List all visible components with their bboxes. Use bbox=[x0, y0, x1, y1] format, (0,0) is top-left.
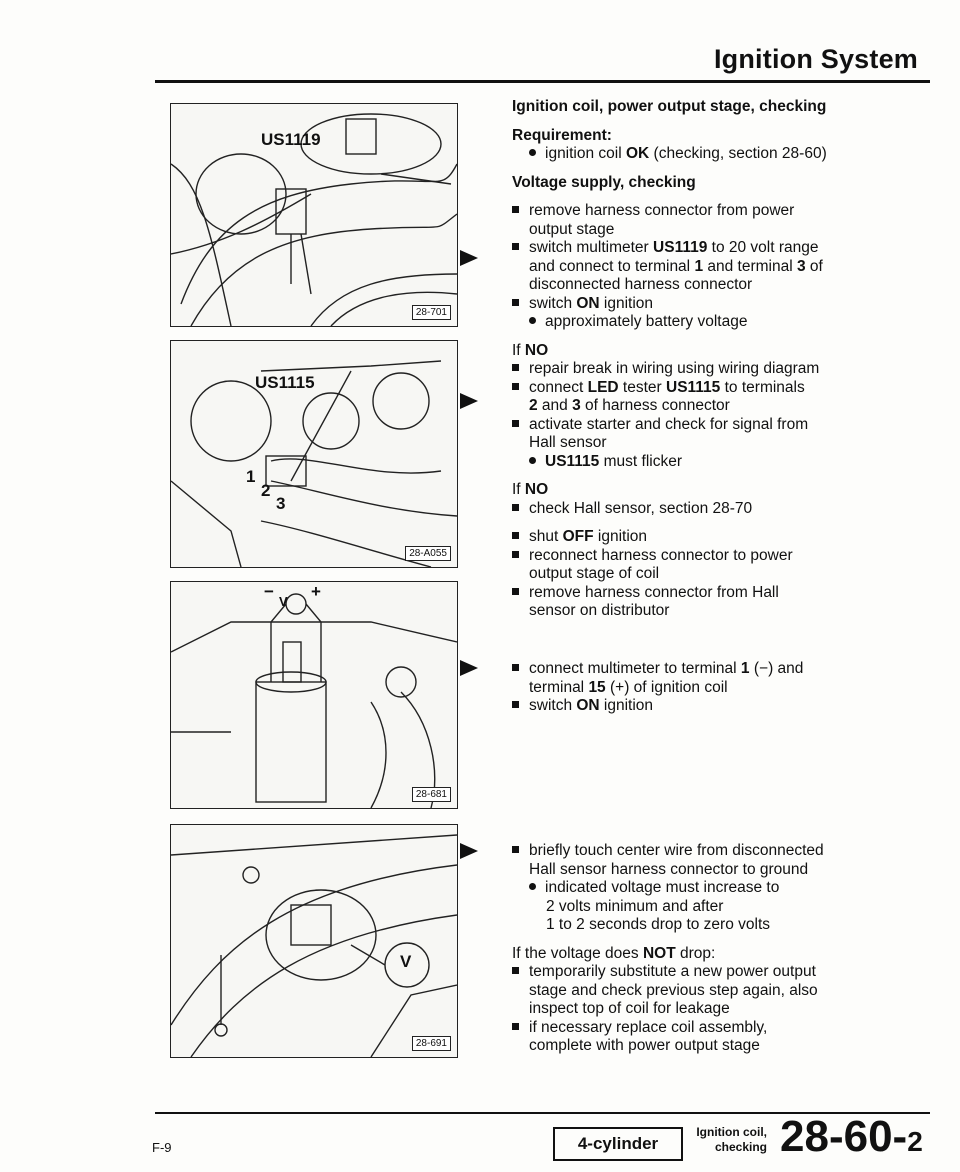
figure-multimeter-connection bbox=[170, 103, 458, 327]
step-reconnect: reconnect harness connector to power bbox=[512, 547, 902, 566]
text-block-voltage-supply: Ignition coil, power output stage, checking Requirement: ignition coil OK (checking, section 28-60) Voltage supply, checking remove harness connector from power output stage switch multimeter US1119 to 20 volt range and connect to terminal 1 and terminal 3 of disconnected harness connector switch ON ignition approximately battery voltage If NO repair break in wiring using wiring diagram connect LED tester US1115 to terminals 2 and 3 of harness connector activate starter and check for signal from Hall sensor US1115 must flicker If NO check Hall sensor, section 28-70 shut OFF ignition reconnect harness connector to power output stage of coil remove harness connector from Hall sensor on distributor bbox=[512, 98, 902, 621]
bullet-square bbox=[512, 701, 519, 708]
callout-2: 2 bbox=[261, 481, 271, 500]
step-replace-coil: if necessary replace coil assembly, bbox=[512, 1019, 902, 1038]
tool-label: US1119 bbox=[261, 130, 321, 149]
pointer-arrow-2 bbox=[460, 393, 478, 409]
text-block-coil-check: connect multimeter to terminal 1 (−) and terminal 15 (+) of ignition coil switch ON ignition bbox=[512, 660, 902, 716]
expected-result: approximately battery voltage bbox=[512, 313, 902, 332]
bullet-square bbox=[512, 243, 519, 250]
pointer-arrow-3 bbox=[460, 660, 478, 676]
meter-symbol: V bbox=[400, 952, 412, 971]
bullet-square bbox=[512, 588, 519, 595]
bullet-dot bbox=[529, 457, 536, 464]
if-no-label: If NO bbox=[512, 341, 549, 359]
text-block-ground-test: briefly touch center wire from disconnected Hall sensor harness connector to ground indicated voltage must increase to 2 volts minimum and after 1 to 2 seconds drop to zero volts If the voltage does NOT drop: temporarily substitute a new power output stage and check previous step again, also inspect top of coil for leakage if necessary replace coil assembly, complete with power output stage bbox=[512, 842, 902, 1056]
subsection-heading: Voltage supply, checking bbox=[512, 173, 696, 191]
section-heading: Ignition coil, power output stage, checking bbox=[512, 98, 827, 115]
pointer-arrow-1 bbox=[460, 250, 478, 266]
bullet-square bbox=[512, 1023, 519, 1030]
bullet-dot bbox=[529, 149, 536, 156]
figure-number: 28-A055 bbox=[405, 546, 451, 561]
step-check-hall: check Hall sensor, section 28-70 bbox=[512, 500, 902, 519]
bullet-dot bbox=[529, 883, 536, 890]
figure-led-tester-connection bbox=[170, 340, 458, 568]
bullet-square bbox=[512, 206, 519, 213]
bullet-dot bbox=[529, 317, 536, 324]
requirement-label: Requirement: bbox=[512, 126, 612, 144]
figure-number: 28-681 bbox=[412, 787, 451, 802]
bullet-square bbox=[512, 532, 519, 539]
step-switch-on: switch ON ignition bbox=[512, 295, 902, 314]
bullet-square bbox=[512, 504, 519, 511]
step-connect-led: connect LED tester US1115 to terminals bbox=[512, 379, 902, 398]
step-repair-break: repair break in wiring using wiring diagram bbox=[512, 360, 902, 379]
pointer-arrow-4 bbox=[460, 843, 478, 859]
requirement-item: ignition coil OK (checking, section 28-60) bbox=[512, 145, 902, 164]
figure-coil-multimeter bbox=[170, 581, 458, 809]
page-number: 28-60-2 bbox=[780, 1112, 923, 1161]
bullet-square bbox=[512, 664, 519, 671]
bullet-square bbox=[512, 364, 519, 371]
step-remove-connector: remove harness connector from power bbox=[512, 202, 902, 221]
bullet-square bbox=[512, 420, 519, 427]
bullet-square bbox=[512, 383, 519, 390]
coil-illustration bbox=[171, 582, 457, 808]
expected-result: US1115 must flicker bbox=[512, 453, 902, 472]
step-remove-hall-connector: remove harness connector from Hall bbox=[512, 584, 902, 603]
step-shut-off: shut OFF ignition bbox=[512, 528, 902, 547]
tool-label: US1115 bbox=[255, 373, 315, 392]
footer-description: Ignition coil, checking bbox=[696, 1125, 767, 1154]
step-touch-center-wire: briefly touch center wire from disconnected bbox=[512, 842, 902, 861]
meter-symbol: V bbox=[279, 594, 288, 609]
footer-code: F-9 bbox=[152, 1140, 172, 1155]
if-no-label: If NO bbox=[512, 481, 549, 498]
engine-badge: 4-cylinder bbox=[553, 1127, 683, 1161]
page-title: Ignition System bbox=[713, 44, 918, 74]
step-substitute-stage: temporarily substitute a new power output bbox=[512, 963, 902, 982]
expected-result: indicated voltage must increase to bbox=[512, 879, 902, 898]
minus-symbol: − bbox=[264, 582, 274, 601]
bullet-square bbox=[512, 299, 519, 306]
plus-symbol: + bbox=[311, 582, 321, 601]
bullet-square bbox=[512, 846, 519, 853]
distributor-illustration bbox=[171, 825, 457, 1057]
step-activate-starter: activate starter and check for signal from bbox=[512, 416, 902, 435]
figure-number: 28-701 bbox=[412, 305, 451, 320]
figure-number: 28-691 bbox=[412, 1036, 451, 1051]
header-rule bbox=[155, 80, 930, 83]
step-switch-multimeter: switch multimeter US1119 to 20 volt range bbox=[512, 239, 902, 258]
callout-3: 3 bbox=[276, 494, 286, 513]
callout-1: 1 bbox=[246, 467, 256, 486]
step-connect-multimeter: connect multimeter to terminal 1 (−) and bbox=[512, 660, 902, 679]
bullet-square bbox=[512, 967, 519, 974]
if-not-label: If the voltage does NOT drop: bbox=[512, 944, 716, 962]
bullet-square bbox=[512, 551, 519, 558]
step-switch-on-2: switch ON ignition bbox=[512, 697, 902, 716]
figure-hall-sensor-ground bbox=[170, 824, 458, 1058]
